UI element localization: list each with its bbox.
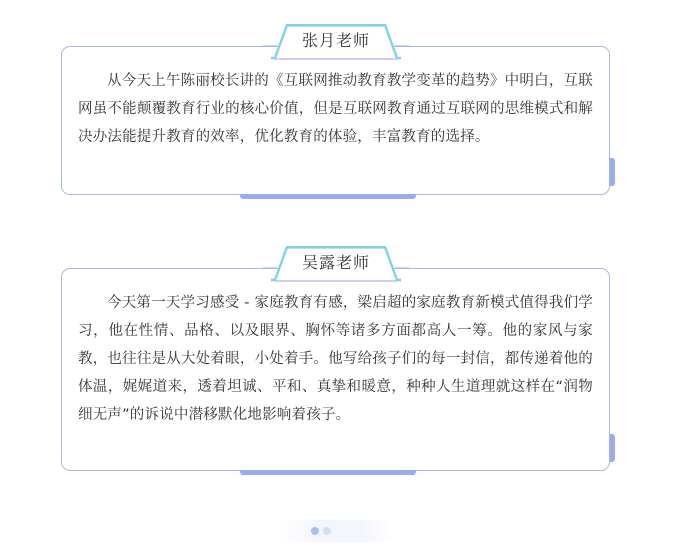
teacher-name: 吴露老师: [301, 253, 370, 272]
card-bottom-accent: [240, 470, 416, 475]
teacher-card-zhang: [61, 46, 610, 195]
pagination-dot-1[interactable]: [311, 527, 319, 535]
teacher-card-wu: [61, 268, 610, 471]
teacher-name-tab: [263, 246, 409, 282]
card-text: 今天第一天学习感受 - 家庭教育有感，梁启超的家庭教育新模式值得我们学习，他在性情、品格、以及眼界、胸怀等诸多方面都高人一筹。他的家风与家教，也往往是从大处着眼，小处着手。他写给孩子们的每一封信，都传递着他的体温，娓娓道来，透着坦诚、平和、真挚和暖意，种种人生道理就这样在“润物细无声”的诉说中潜移默化地影响着孩子。: [78, 295, 593, 423]
teacher-name-tab: [263, 24, 409, 60]
card-bottom-accent: [240, 194, 416, 199]
card-text: 从今天上午陈丽校长讲的《互联网推动教育教学变革的趋势》中明白，互联网虽不能颠覆教育行业的核心价值，但是互联网教育通过互联网的思维模式和解决办法能提升教育的效率，优化教育的体验，丰富教育的选择。: [78, 73, 593, 145]
teacher-name: 张月老师: [301, 31, 370, 50]
card-side-accent: [610, 434, 615, 462]
card-side-accent: [610, 158, 615, 186]
pagination-dot-2[interactable]: [323, 527, 331, 535]
pagination-dots: [281, 520, 395, 542]
